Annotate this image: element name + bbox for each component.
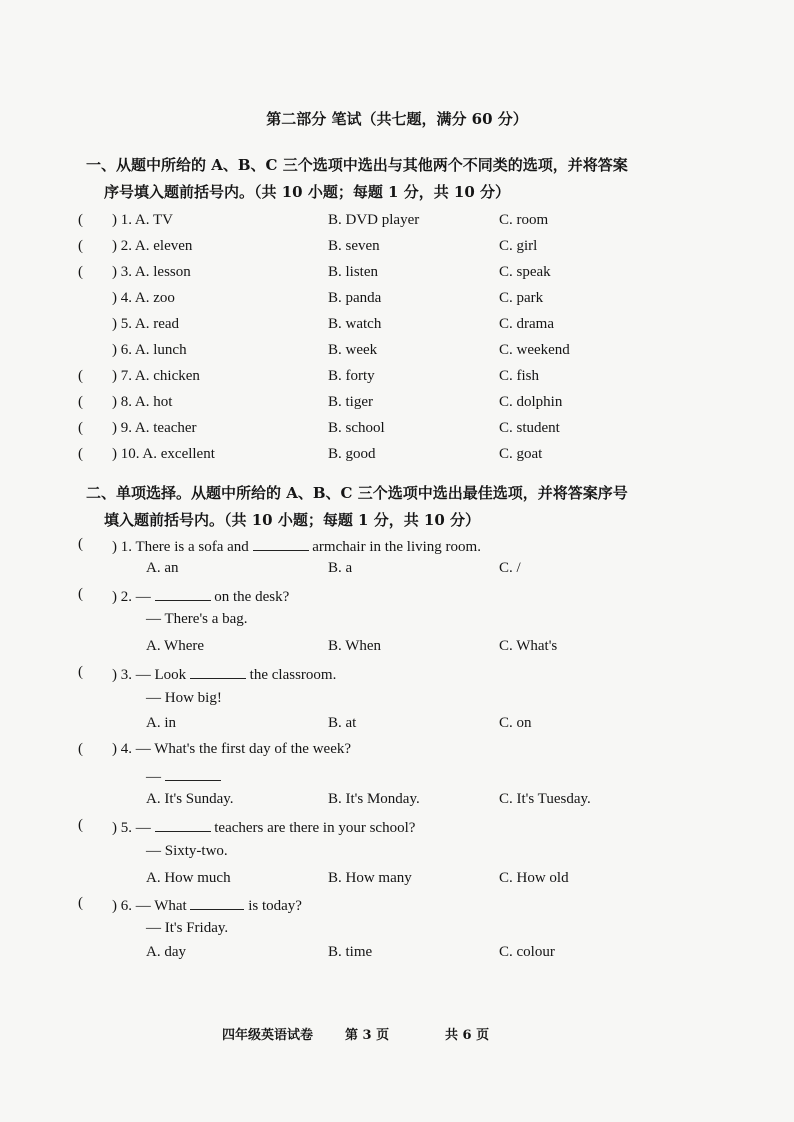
- s2-q2-stem: [0, 586, 794, 610]
- s2-q6-stem-a: ) 6. — What: [112, 898, 187, 914]
- option-c: C. What's: [499, 638, 558, 654]
- footer-total-pages: 共 6 页: [445, 1028, 490, 1043]
- option-c: C. speak: [499, 264, 551, 280]
- s2-q5-stem: [0, 817, 794, 841]
- s2-q1-options: [0, 560, 794, 584]
- s2-q3-reply: [0, 690, 794, 714]
- s2-q2-options: [0, 638, 794, 662]
- s2-q1-stem-a: ) 1. There is a sofa and: [112, 539, 249, 555]
- question-number-option-a: ) 8. A. hot: [112, 394, 173, 410]
- question-number-option-a: ) 4. A. zoo: [112, 290, 175, 306]
- section1-question-row: [0, 420, 794, 444]
- option-c: C. colour: [499, 944, 555, 960]
- option-b: B. panda: [328, 290, 382, 306]
- s2-q3-stem: [0, 664, 794, 688]
- answer-bracket[interactable]: (: [78, 664, 83, 680]
- question-number-option-a: ) 3. A. lesson: [112, 264, 191, 280]
- option-c: C. How old: [499, 870, 569, 886]
- answer-bracket[interactable]: (: [78, 420, 83, 436]
- option-c: C. drama: [499, 316, 554, 332]
- answer-blank[interactable]: [155, 817, 211, 832]
- s2-q2-stem-a: ) 2. —: [112, 589, 151, 605]
- option-c: C. goat: [499, 446, 543, 462]
- option-b: B. forty: [328, 368, 375, 384]
- s2-q5-stem-b: teachers are there in your school?: [214, 820, 416, 836]
- answer-bracket[interactable]: (: [78, 586, 83, 602]
- question-number-option-a: ) 2. A. eleven: [112, 238, 193, 254]
- footer-page-number: 第 3 页: [345, 1028, 390, 1043]
- answer-bracket[interactable]: (: [78, 536, 83, 552]
- footer-paper-name: 四年级英语试卷: [222, 1028, 314, 1043]
- answer-blank[interactable]: [165, 766, 221, 781]
- option-c: C. It's Tuesday.: [499, 791, 591, 807]
- option-c: C. room: [499, 212, 549, 228]
- question-number-option-a: ) 9. A. teacher: [112, 420, 197, 436]
- option-c: C. girl: [499, 238, 538, 254]
- option-b: B. DVD player: [328, 212, 420, 228]
- reply-text: — There's a bag.: [146, 611, 248, 627]
- option-b: B. It's Monday.: [328, 791, 420, 807]
- s2-q6-stem-b: is today?: [248, 898, 302, 914]
- option-b: B. good: [328, 446, 376, 462]
- section1-heading-line2: 序号填入题前括号内。（共 10 小题；每题 1 分，共 10 分）: [104, 183, 511, 201]
- option-c: C. on: [499, 715, 532, 731]
- answer-blank[interactable]: [253, 536, 309, 551]
- reply-text: — Sixty-two.: [146, 843, 228, 859]
- option-c: C. weekend: [499, 342, 570, 358]
- option-c: C. fish: [499, 368, 540, 384]
- option-b: B. at: [328, 715, 357, 731]
- s2-q5-stem-a: ) 5. —: [112, 820, 151, 836]
- option-b: B. watch: [328, 316, 382, 332]
- section1-question-row: [0, 342, 794, 366]
- option-b: B. When: [328, 638, 382, 654]
- page-title: 第二部分 笔试（共七题，满分 60 分）: [266, 110, 528, 128]
- option-b: B. school: [328, 420, 385, 436]
- reply-text: — It's Friday.: [146, 920, 229, 936]
- answer-bracket[interactable]: (: [78, 895, 83, 911]
- s2-q6-stem: [0, 895, 794, 919]
- s2-q6-reply: [0, 920, 794, 944]
- option-c: C. /: [499, 560, 521, 576]
- option-a: A. It's Sunday.: [146, 791, 234, 807]
- option-c: C. student: [499, 420, 560, 436]
- option-b: B. listen: [328, 264, 379, 280]
- section2-heading: [86, 480, 706, 534]
- question-number-option-a: ) 7. A. chicken: [112, 368, 200, 384]
- answer-bracket[interactable]: (: [78, 264, 83, 280]
- question-number-option-a: ) 5. A. read: [112, 316, 180, 332]
- answer-blank[interactable]: [155, 586, 211, 601]
- option-b: B. time: [328, 944, 373, 960]
- option-c: C. dolphin: [499, 394, 563, 410]
- option-b: B. seven: [328, 238, 380, 254]
- option-a: A. Where: [146, 638, 205, 654]
- question-number-option-a: ) 1. A. TV: [112, 212, 173, 228]
- s2-q4-stem-a: ) 4. — What's the first day of the week?: [112, 741, 352, 757]
- answer-bracket[interactable]: (: [78, 368, 83, 384]
- reply-text: —: [146, 769, 161, 785]
- answer-bracket[interactable]: (: [78, 446, 83, 462]
- answer-bracket[interactable]: (: [78, 741, 83, 757]
- section1-question-row: [0, 264, 794, 288]
- section1-question-row: [0, 368, 794, 392]
- option-a: A. in: [146, 715, 176, 731]
- s2-q3-stem-b: the classroom.: [249, 667, 337, 683]
- s2-q5-reply: [0, 843, 794, 867]
- reply-text: — How big!: [146, 690, 222, 706]
- option-a: A. How much: [146, 870, 231, 886]
- answer-bracket[interactable]: (: [78, 212, 83, 228]
- section1-question-row: [0, 290, 794, 314]
- section1-heading-line1: 一、从题中所给的 A、B、C 三个选项中选出与其他两个不同类的选项，并将答案: [86, 156, 628, 174]
- option-b: B. week: [328, 342, 378, 358]
- answer-bracket[interactable]: (: [78, 238, 83, 254]
- answer-blank[interactable]: [190, 664, 246, 679]
- option-a: A. day: [146, 944, 186, 960]
- s2-q2-stem-b: on the desk?: [214, 589, 290, 605]
- question-number-option-a: ) 6. A. lunch: [112, 342, 187, 358]
- s2-q1-stem: [0, 536, 794, 560]
- section2-heading-line1: 二、单项选择。从题中所给的 A、B、C 三个选项中选出最佳选项，并将答案序号: [86, 484, 628, 502]
- s2-q6-options: [0, 944, 794, 968]
- question-number-option-a: ) 10. A. excellent: [112, 446, 215, 462]
- answer-blank[interactable]: [190, 895, 244, 910]
- option-b: B. a: [328, 560, 353, 576]
- s2-q5-options: [0, 870, 794, 894]
- option-b: B. How many: [328, 870, 412, 886]
- answer-bracket[interactable]: (: [78, 394, 83, 410]
- s2-q4-reply: [0, 766, 794, 790]
- s2-q4-stem: [0, 741, 794, 765]
- section1-question-row: [0, 212, 794, 236]
- option-c: C. park: [499, 290, 544, 306]
- option-a: A. an: [146, 560, 179, 576]
- s2-q1-stem-b: armchair in the living room.: [312, 539, 481, 555]
- s2-q4-options: [0, 791, 794, 815]
- s2-q3-options: [0, 715, 794, 739]
- section1-question-row: [0, 316, 794, 340]
- section1-question-row: [0, 446, 794, 470]
- option-b: B. tiger: [328, 394, 373, 410]
- section1-heading: [86, 152, 706, 206]
- answer-bracket[interactable]: (: [78, 817, 83, 833]
- section1-question-row: [0, 394, 794, 418]
- s2-q2-reply: [0, 611, 794, 635]
- s2-q3-stem-a: ) 3. — Look: [112, 667, 187, 683]
- section1-question-row: [0, 238, 794, 262]
- section2-heading-line2: 填入题前括号内。（共 10 小题；每题 1 分，共 10 分）: [104, 511, 481, 529]
